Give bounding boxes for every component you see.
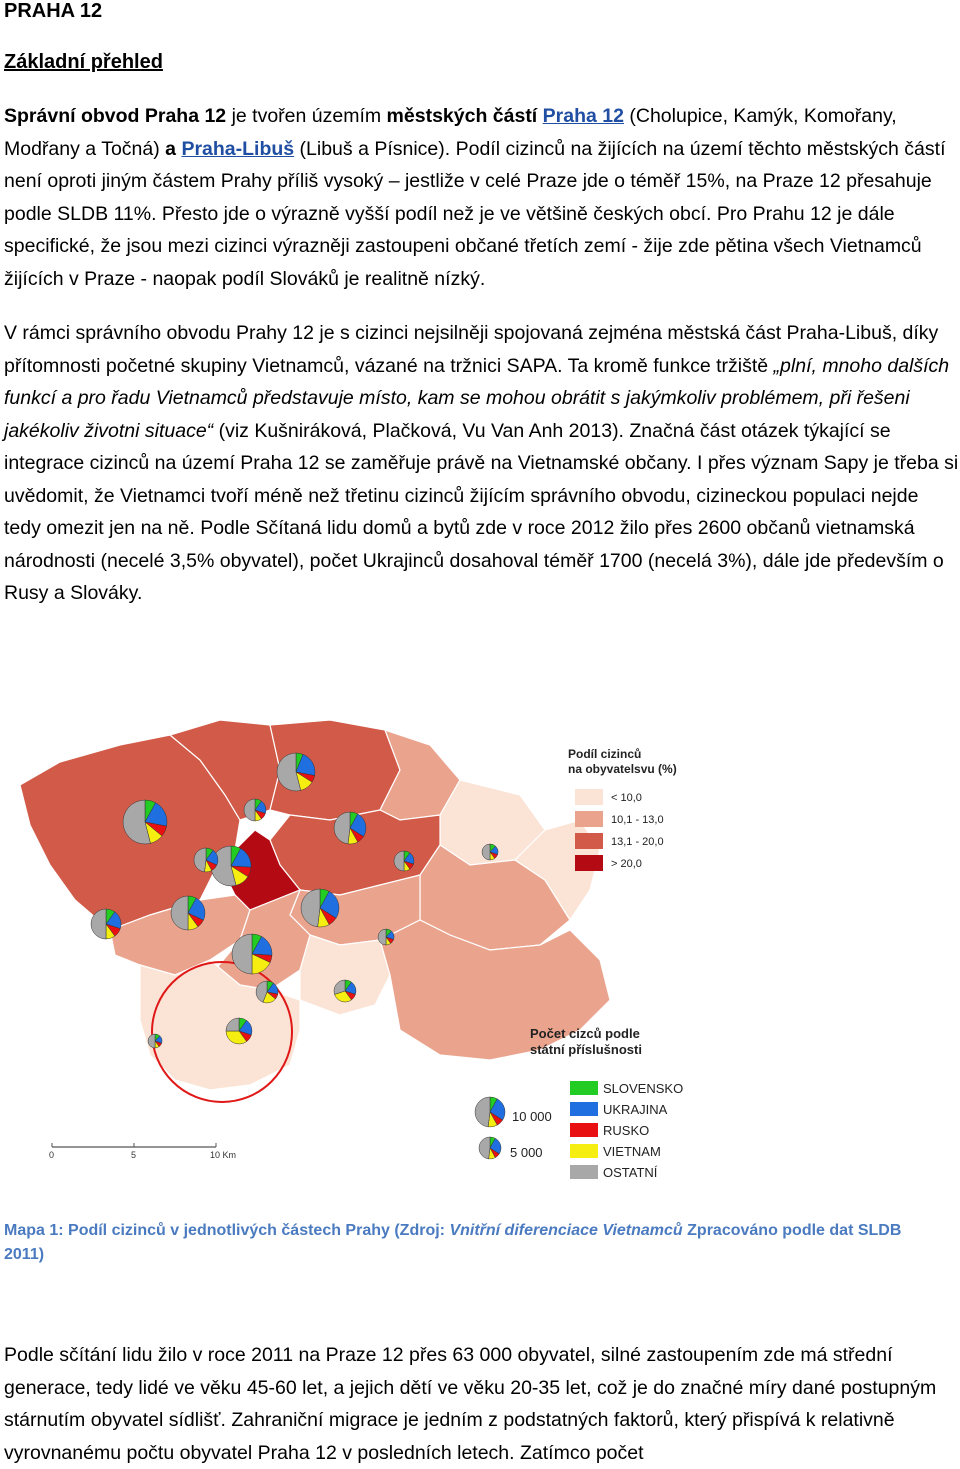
district-pie: [194, 848, 218, 872]
caption-text: Mapa 1: Podíl cizinců v jednotlivých částech Prahy (Zdroj:: [4, 1222, 450, 1239]
caption-italic: Vnitřní diferenciace Vietnamců: [449, 1222, 683, 1239]
map-caption: [4, 1219, 944, 1267]
link-praha-libus[interactable]: Praha-Libuš: [181, 137, 295, 160]
nat-label-4: VIETNAM: [603, 1144, 661, 1159]
district-pie: [334, 980, 356, 1002]
nat-swatch-4: [570, 1144, 598, 1158]
text-bold: městských částí: [386, 105, 538, 127]
foreigners-map: [0, 700, 960, 1200]
size-pie: [475, 1097, 505, 1127]
district-pie: [394, 851, 414, 871]
intro-paragraph: [4, 100, 960, 295]
legend-swatch-2: [575, 811, 603, 827]
scale-label-5: 5: [131, 1150, 137, 1160]
pie-slice: [479, 1137, 490, 1159]
nat-swatch-1: [570, 1081, 598, 1095]
size-label-5000: 5 000: [510, 1145, 543, 1160]
legend-label-4: > 20,0: [611, 858, 642, 870]
legend-label-3: 13,1 - 20,0: [611, 836, 664, 848]
district-pie: [334, 812, 366, 844]
link-praha-12[interactable]: Praha 12: [542, 105, 624, 127]
text: V rámci správního obvodu Prahy 12 je s cizinci nejsilněji spojovaná zejména městská část Praha-Libuš, díky přítomnosti početné skupiny Vietnamců, vázané na tržnici SAPA. Ta kromě funkce tržiště: [4, 322, 939, 377]
size-pie: [479, 1137, 501, 1159]
legend-swatch-4: [575, 855, 603, 871]
legend-count-title-2: státní příslušnosti: [530, 1042, 642, 1057]
district-pie: [211, 846, 251, 886]
text: (Cholupice, Kamýk, Komořany, Modřany a Točná): [4, 105, 897, 160]
text-bold: Správní obvod Praha 12: [4, 105, 227, 127]
legend-share-title-2: na obyvatelsvu (%): [568, 762, 677, 776]
legend-share-title-1: Podíl cizinců: [568, 747, 642, 761]
district-pie: [171, 896, 205, 930]
caption-text: Zpracováno podle dat SLDB 2011): [4, 1222, 902, 1263]
nat-label-1: SLOVENSKO: [603, 1081, 684, 1096]
district-pie: [301, 889, 339, 927]
scale-label-10: 10 Km: [210, 1150, 237, 1160]
size-label-10000: 10 000: [512, 1109, 552, 1124]
document-title: PRAHA 12: [4, 0, 103, 22]
text-bold: a: [165, 137, 177, 160]
pie-slice: [475, 1097, 490, 1127]
district-pie: [148, 1034, 162, 1048]
nat-label-5: OSTATNÍ: [603, 1165, 658, 1180]
legend-swatch-3: [575, 833, 603, 849]
nat-label-2: UKRAJINA: [603, 1102, 668, 1117]
text: (Libuš a Písnice). Podíl cizinců na žijících na území těchto městských částí není oproti jiným částem Prahy příliš vysoký – jestliže v celé Praze jde o téměř 15%, na Praze 12 přesahuje podle SLDB 11%. Přesto jde o výrazně vyšší podíl než je ve většině českých obcí. Pro Prahu 12 je dále specifické, že jsou mezi cizinci výrazněji zastoupeni občané třetích zemí - žije zde pětina všech Vietnamců žijících v Praze - naopak podíl Slováků je realitně nízký.: [4, 137, 946, 290]
nat-swatch-3: [570, 1123, 598, 1137]
text: je tvořen územím: [226, 105, 387, 127]
scale-label-0: 0: [49, 1150, 55, 1160]
quote-italic: „plní, mnoho dalších funkcí a pro řadu Vietnamců představuje místo, kam se mohou obrátit s jakýmkoliv problémem, při řešeni jakékoliv životni situace“: [4, 354, 950, 442]
demography-paragraph: [4, 1339, 960, 1469]
section-title: Základní přehled: [4, 51, 163, 73]
district-pie: [91, 909, 121, 939]
nat-swatch-5: [570, 1165, 598, 1179]
size-pies: [475, 1097, 505, 1159]
district-pie: [482, 844, 498, 860]
legend-label-2: 10,1 - 13,0: [611, 814, 664, 826]
district-pie: [226, 1018, 252, 1044]
district-pie: [123, 800, 167, 844]
text: Podle sčítání lidu žilo v roce 2011 na Praze 12 přes 63 000 obyvatel, silné zastoupením zde má střední generace, tedy lidé ve věku 45-60 let, a jejich dětí ve věku 20-35 let, což je do značné míry dané postupným stárnutím obyvatel sídlišť. Zahraniční migrace je jedním z podstatných faktorů, který přispívá k relativně vyrovnanému počtu obyvatel Praha 12 v posledních letech. Zatímco počet: [4, 1344, 937, 1464]
legend-count-title-1: Počet cizců podle: [530, 1026, 640, 1041]
nat-label-3: RUSKO: [603, 1123, 650, 1138]
district-pie: [378, 929, 394, 945]
district-pie: [244, 799, 266, 821]
legend-label-1: < 10,0: [611, 792, 642, 804]
district-south-1: [300, 935, 390, 1015]
text: (viz Kušniráková, Plačková, Vu Van Anh 2013). Značná část otázek týkající se integrace cizinců na území Praha 12 se zaměřuje právě na Vietnamské občany. I přes význam Sapy je třeba si uvědomit, že Vietnamci tvoří méně než třetinu cizinců žijícím správního obvodu, cizineckou populaci nejde tedy omezit jen na ně. Podle Sčítaná lidu domů a bytů zde v roce 2012 žilo přes 2600 občanů vietnamská národnosti (necelé 3,5% obyvatel), počet Ukrajinců dosahoval téměř 1700 (necelá 3%), dále jde především o Rusy a Slováky.: [4, 419, 959, 604]
scale-bar: [49, 1143, 236, 1160]
map-svg: [0, 700, 960, 1200]
district-pie: [256, 981, 278, 1003]
nat-swatch-2: [570, 1102, 598, 1116]
district-pie: [232, 934, 272, 974]
sapa-paragraph: [4, 317, 960, 610]
legend-swatch-1: [575, 789, 603, 805]
district-pie: [277, 753, 315, 791]
